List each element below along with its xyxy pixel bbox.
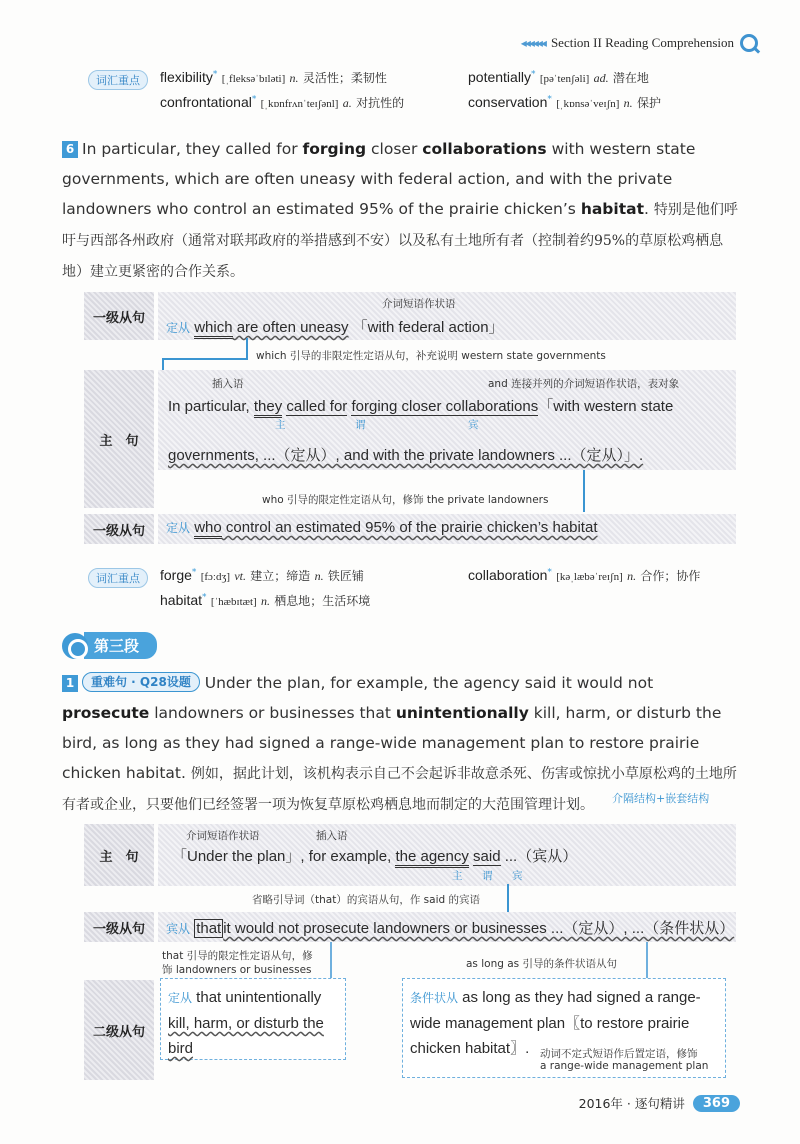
link-note: who 引导的限定性定语从句，修饰 the private landowners xyxy=(262,494,549,506)
clause-text: 定从 who control an estimated 95% of the prairie chicken’s habitat xyxy=(166,519,598,536)
chinese-translation: 特别是他们呼吁与西部各州政府（通常对联邦政府的举措感到不安）以及私有土地所有者（控制着约95%的草原松鸡栖息地）建立更紧密的合作关系。 xyxy=(62,202,738,280)
clause-text: 宾从 that it would not prosecute landowners or businesses ...（定从）, ...（条件状从） xyxy=(166,920,735,937)
vocab-entry: flexibility* [ˌfleksəˈbɪləti] n. 灵活性；柔韧性 xyxy=(160,69,387,85)
section-title: Section II Reading Comprehension xyxy=(550,35,734,50)
structure-tag: 介隔结构+嵌套结构 xyxy=(612,792,710,805)
label-sub2: 二级从句 xyxy=(84,980,154,1080)
vocab-badge: 词汇重点 xyxy=(88,568,148,588)
label-sub1: 一级从句 xyxy=(84,292,154,340)
chinese-translation: 例如，据此计划，该机构表示自己不会起诉非故意杀死、伤害或惊扰小草原松鸡的土地所有者或企业，只要他们已经签署一项为恢复草原松鸡栖息地而制定的大范围管理计划。 xyxy=(62,766,737,813)
search-q-icon xyxy=(62,633,88,659)
clause-text: 定从 which are often uneasy 「with federal action」 xyxy=(166,316,504,337)
search-q-icon xyxy=(740,34,758,52)
sentence-number: 1 xyxy=(62,675,78,692)
main-clause-line-2: governments, ...（定从）, and with the private landowners ...（定从）」. xyxy=(168,447,644,464)
vocab-badge: 词汇重点 xyxy=(88,70,148,90)
sentence-paragraph-6: 6 In particular, they called for forging closer collaborations with western state governments, which are often uneasy with federal action, and with the private landowners who control an estimated 95% of the prairie chicken’s habitat. 特别是他们呼吁与西部各州政府（通常对联邦政府的举措感到不安）以及私有土地所有者（控制着约95%的草原松鸡栖息地）建立更紧密的合作关系。 xyxy=(62,140,738,280)
vocab-entry: collaboration* [kəˌlæbəˈreɪʃn] n. 合作；协作 xyxy=(468,567,701,583)
note: and 连接并列的介词短语作状语，表对象 xyxy=(488,378,680,390)
running-header xyxy=(521,34,758,52)
sentence-paragraph-1: 1 重难句 · Q28设题 Under the plan, for example, the agency said it would not prosecute landowners or businesses that unintentionally kill, harm, or disturb the bird, as long as they had signed a range-wide management plan to restore prairie chicken habitat. 例如，据此计划，该机构表示自己不会起诉非故意杀死、伤害或惊扰小草原松鸡的土地所有者或企业，只要他们已经签署一项为恢复草原松鸡栖息地而制定的大范围管理计划。 xyxy=(62,674,737,813)
arrows-icon: ◂◂◂◂◂◂ xyxy=(520,35,545,50)
label-sub1: 一级从句 xyxy=(84,912,154,942)
vocab-entry: conservation* [ˌkɒnsəˈveɪʃn] n. 保护 xyxy=(468,94,661,110)
label-sub2: 一级从句 xyxy=(84,514,154,544)
note: 插入语 xyxy=(212,378,244,390)
vocab-entry: confrontational* [ˌkɒnfrʌnˈteɪʃənl] a. 对抗性的 xyxy=(160,94,405,110)
note: 介词短语作状语 xyxy=(382,298,456,310)
link-note: which 引导的非限定性定语从句，补充说明 western state governments xyxy=(256,350,606,362)
label-main: 主 句 xyxy=(84,370,154,508)
main-clause-line-1: In particular, they called for forging closer collaborations「with western state xyxy=(168,395,673,416)
vocab-entry: potentially* [pəˈtenʃəli] ad. 潜在地 xyxy=(468,69,649,85)
link-note: 省略引导词（that）的宾语从句，作 said 的宾语 xyxy=(252,894,480,906)
vocab-entry: habitat* [ˈhæbɪtæt] n. 栖息地；生活环境 xyxy=(160,592,371,608)
clause-text: 定从 that unintentionally kill, harm, or disturb the bird xyxy=(168,989,324,1057)
section-heading: 第三段 xyxy=(62,632,157,659)
label-main: 主 句 xyxy=(84,824,154,886)
main-clause-text: 「Under the plan」, for example, the agency said ...（宾从） xyxy=(172,845,577,866)
sentence-number: 6 xyxy=(62,141,78,158)
page-number: 369 xyxy=(693,1095,740,1112)
difficulty-badge: 重难句 · Q28设题 xyxy=(82,672,200,692)
vocab-entry: forge* [fɔːdʒ] vt. 建立；缔造 n. 铁匠铺 xyxy=(160,567,364,583)
clause-text: 条件状从 as long as they had signed a range- wide management plan〖to restore prairie chicken habitat〗. xyxy=(410,989,701,1057)
page-footer: 2016年 · 逐句精讲 369 xyxy=(579,1094,740,1112)
